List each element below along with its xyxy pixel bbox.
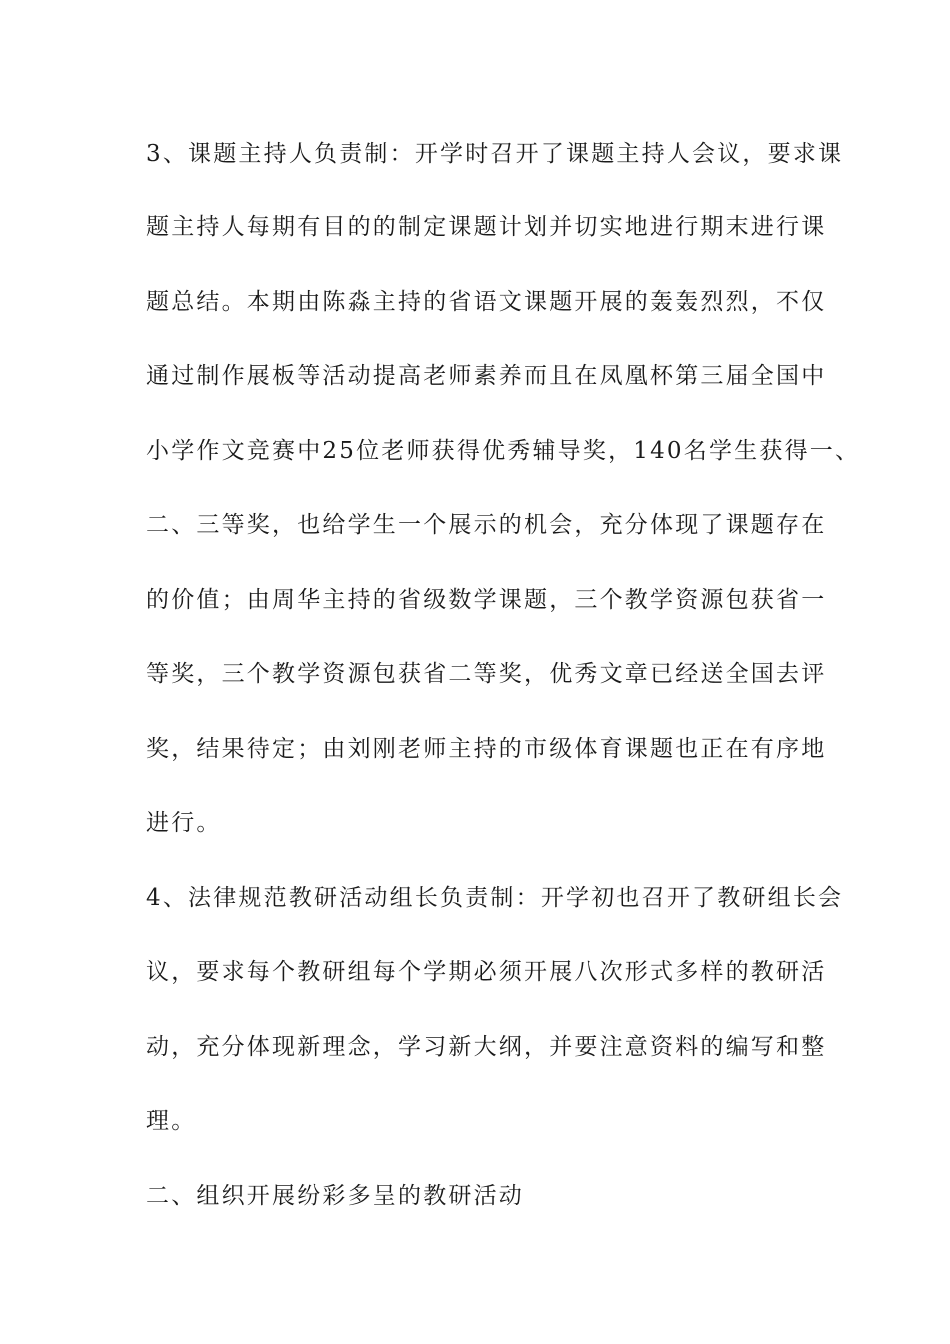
text-line: 3、课题主持人负责制：开学时召开了课题主持人会议，要求课	[146, 141, 844, 167]
text-line: 题总结。本期由陈淼主持的省语文课题开展的轰轰烈烈，不仅	[146, 289, 827, 315]
text-line: 小学作文竞赛中25位老师获得优秀辅导奖，140名学生获得一、	[146, 438, 861, 464]
text-line: 题主持人每期有目的的制定课题计划并切实地进行期末进行课	[146, 214, 827, 240]
text-line: 动，充分体现新理念，学习新大纲，并要注意资料的编写和整	[146, 1034, 827, 1060]
text-line: 4、法律规范教研活动组长负责制：开学初也召开了教研组长会	[146, 885, 844, 911]
text-line: 理。	[146, 1108, 197, 1134]
text-line: 通过制作展板等活动提高老师素养而且在凤凰杯第三届全国中	[146, 363, 827, 389]
text-line: 等奖，三个教学资源包获省二等奖，优秀文章已经送全国去评	[146, 661, 827, 687]
text-line: 议，要求每个教研组每个学期必须开展八次形式多样的教研活	[146, 959, 827, 985]
text-line: 的价值；由周华主持的省级数学课题，三个教学资源包获省一	[146, 587, 827, 613]
text-line: 奖，结果待定；由刘刚老师主持的市级体育课题也正在有序地	[146, 736, 827, 762]
section-heading: 二、组织开展纷彩多呈的教研活动	[146, 1183, 524, 1209]
text-line: 进行。	[146, 810, 222, 836]
text-line: 二、三等奖，也给学生一个展示的机会，充分体现了课题存在	[146, 512, 827, 538]
